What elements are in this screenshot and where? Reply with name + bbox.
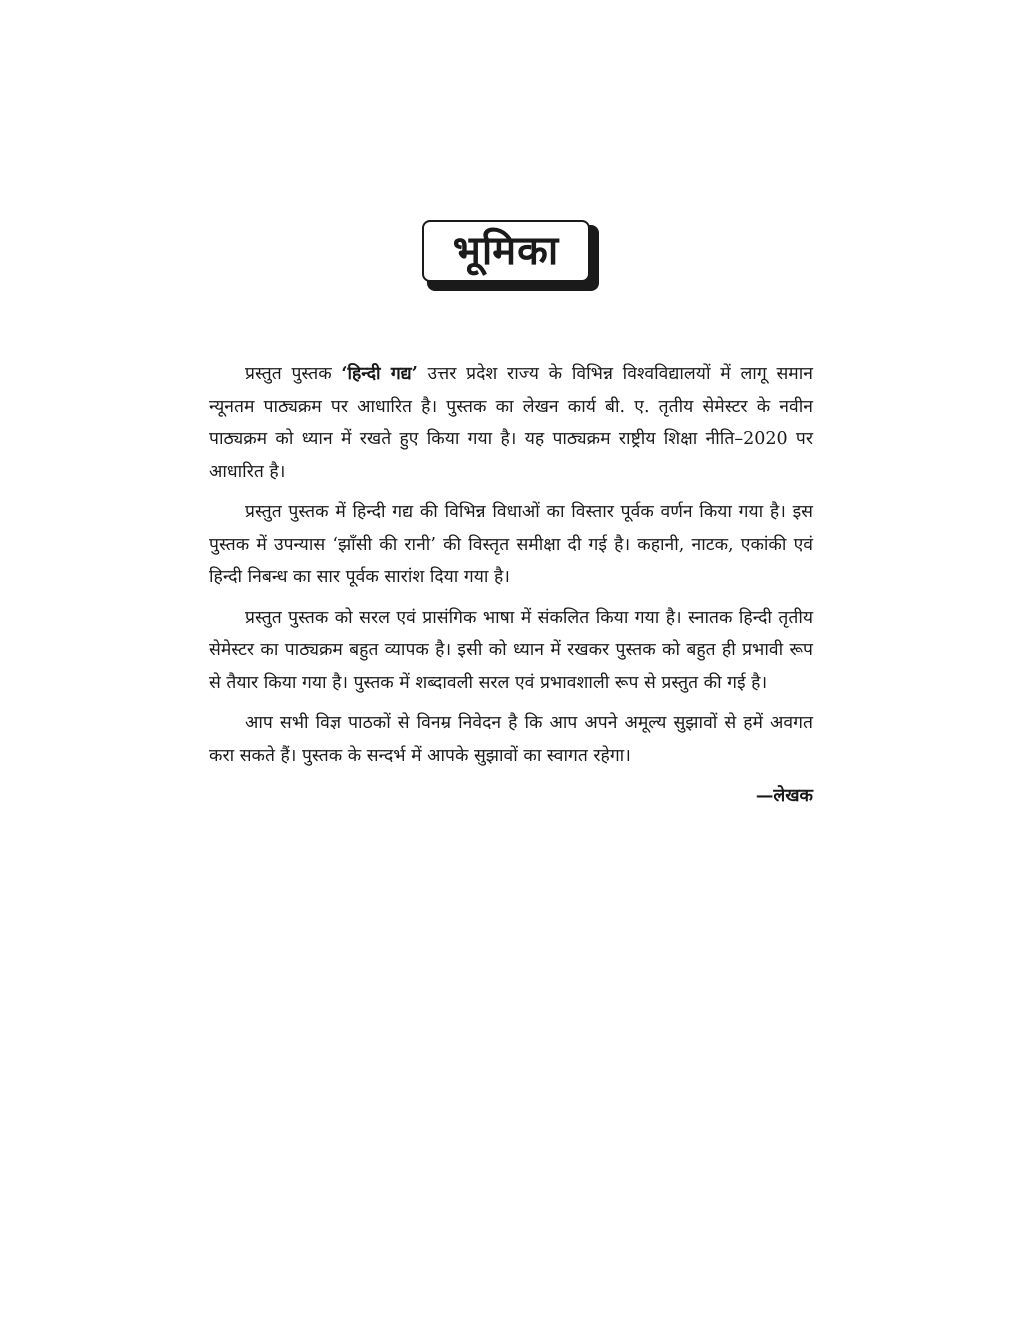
paragraph-2: प्रस्तुत पुस्तक में हिन्दी गद्य की विभिन्न विधाओं का विस्तार पूर्वक वर्णन किया गया है। इस पुस्तक में उपन्यास ‘झाँसी की रानी’ की विस्तृत समीक्षा दी गई है। कहानी, नाटक, एकांकी एवं हिन्दी निबन्ध का सार पूर्वक सारांश दिया गया है। (209, 502, 813, 587)
book-title-emphasis: ‘हिन्दी गद्य’ (341, 364, 418, 384)
title-frame (422, 220, 600, 292)
paragraph-1-start: प्रस्तुत पुस्तक (245, 364, 342, 384)
page-title: भूमिका (452, 228, 560, 274)
preface-body (209, 358, 813, 813)
paragraph-4: आप सभी विज्ञ पाठकों से विनम्र निवेदन है कि आप अपने अमूल्य सुझावों से हमें अवगत करा सकते हैं। पुस्तक के सन्दर्भ में आपके सुझावों का स्वागत रहेगा। (209, 713, 813, 766)
title-box (422, 220, 590, 282)
author-signature: —लेखक (755, 786, 813, 806)
paragraph-1-rest: उत्तर प्रदेश राज्य के विभिन्न विश्वविद्यालयों में लागू समान न्यूनतम पाठ्यक्रम पर आधारित है। पुस्तक का लेखन कार्य बी. ए. तृतीय सेमेस्टर के नवीन पाठ्यक्रम को ध्यान में रखते हुए किया गया है। यह पाठ्यक्रम राष्ट्रीय शिक्षा नीति–2020 पर आधारित है। (209, 364, 813, 482)
paragraph-1 (209, 358, 813, 488)
paragraph-3: प्रस्तुत पुस्तक को सरल एवं प्रासंगिक भाषा में संकलित किया गया है। स्नातक हिन्दी तृतीय सेमेस्टर का पाठ्यक्रम बहुत व्यापक है। इसी को ध्यान में रखकर पुस्तक को बहुत ही प्रभावी रूप से तैयार किया गया है। पुस्तक में शब्दावली सरल एवं प्रभावशाली रूप से प्रस्तुत की गई है। (209, 607, 813, 693)
